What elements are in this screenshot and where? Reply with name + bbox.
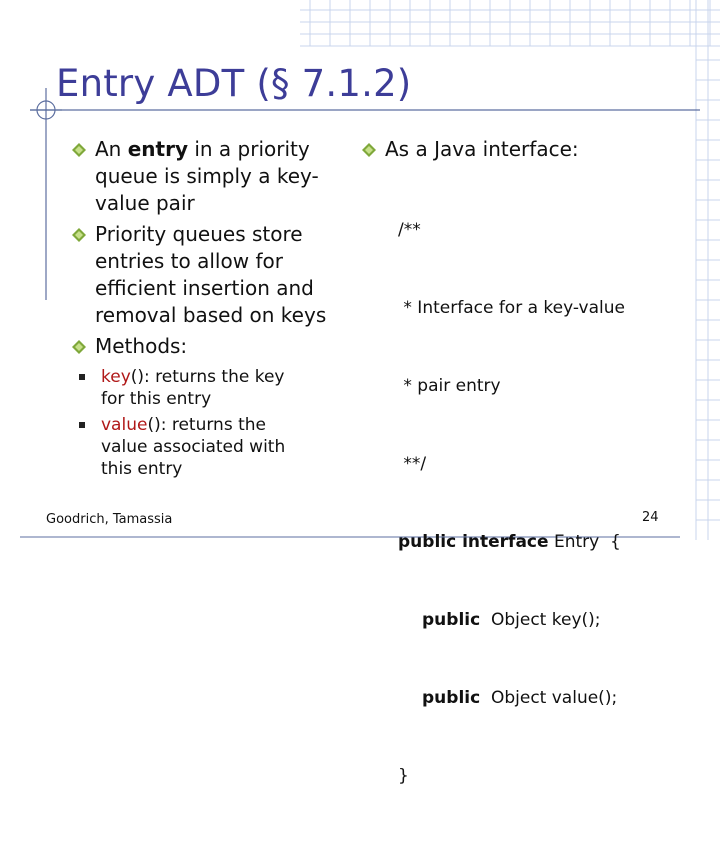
code-line-3: * pair entry — [398, 376, 501, 396]
page-number: 24 — [642, 510, 659, 525]
term-entry: entry — [127, 137, 188, 161]
bullet-java-interface — [360, 136, 700, 163]
right-column — [360, 136, 700, 841]
bullet-entry-line1: An entry in a priority — [95, 137, 310, 161]
bullet-pq-line3: efficient insertion and — [95, 276, 314, 300]
footer-authors: Goodrich, Tamassia — [46, 512, 173, 527]
code-line-2: * Interface for a key-value — [398, 298, 625, 318]
left-column — [70, 136, 360, 480]
diamond-bullet-icon — [72, 228, 86, 242]
java-code-block — [398, 165, 700, 841]
diamond-bullet-icon — [362, 143, 376, 157]
diamond-bullet-icon — [72, 340, 86, 354]
method-value-name: value — [101, 415, 148, 435]
method-value-item: value(): returns the value associated with this entry — [45, 414, 360, 480]
code-line-1: /** — [398, 220, 421, 240]
bullet-pq-line1: Priority queues store — [95, 222, 303, 246]
code-line-7: public Object value(); — [422, 688, 618, 708]
bullet-priority-queues — [70, 221, 360, 329]
slide-title: Entry ADT (§ 7.1.2) — [56, 62, 412, 105]
bullet-methods — [70, 333, 360, 360]
bullet-entry-line2: queue is simply a key- — [95, 164, 319, 188]
bullet-entry-line3: value pair — [95, 191, 195, 215]
square-bullet-icon — [79, 374, 85, 380]
square-bullet-icon — [79, 422, 85, 428]
code-line-5: public interface Entry { — [398, 532, 621, 552]
bullet-pq-line2: entries to allow for — [95, 249, 283, 273]
diamond-bullet-icon — [72, 143, 86, 157]
bullet-pq-line4: removal based on keys — [95, 303, 327, 327]
code-line-6: public Object key(); — [422, 610, 601, 630]
code-line-8: } — [398, 766, 409, 786]
code-line-4: **/ — [398, 454, 427, 474]
method-key-item: key(): returns the key for this entry — [45, 366, 360, 410]
bullet-methods-label: Methods: — [95, 334, 188, 358]
java-interface-heading: As a Java interface: — [385, 137, 579, 161]
method-key-name: key — [101, 367, 131, 387]
bullet-entry-definition — [70, 136, 360, 217]
